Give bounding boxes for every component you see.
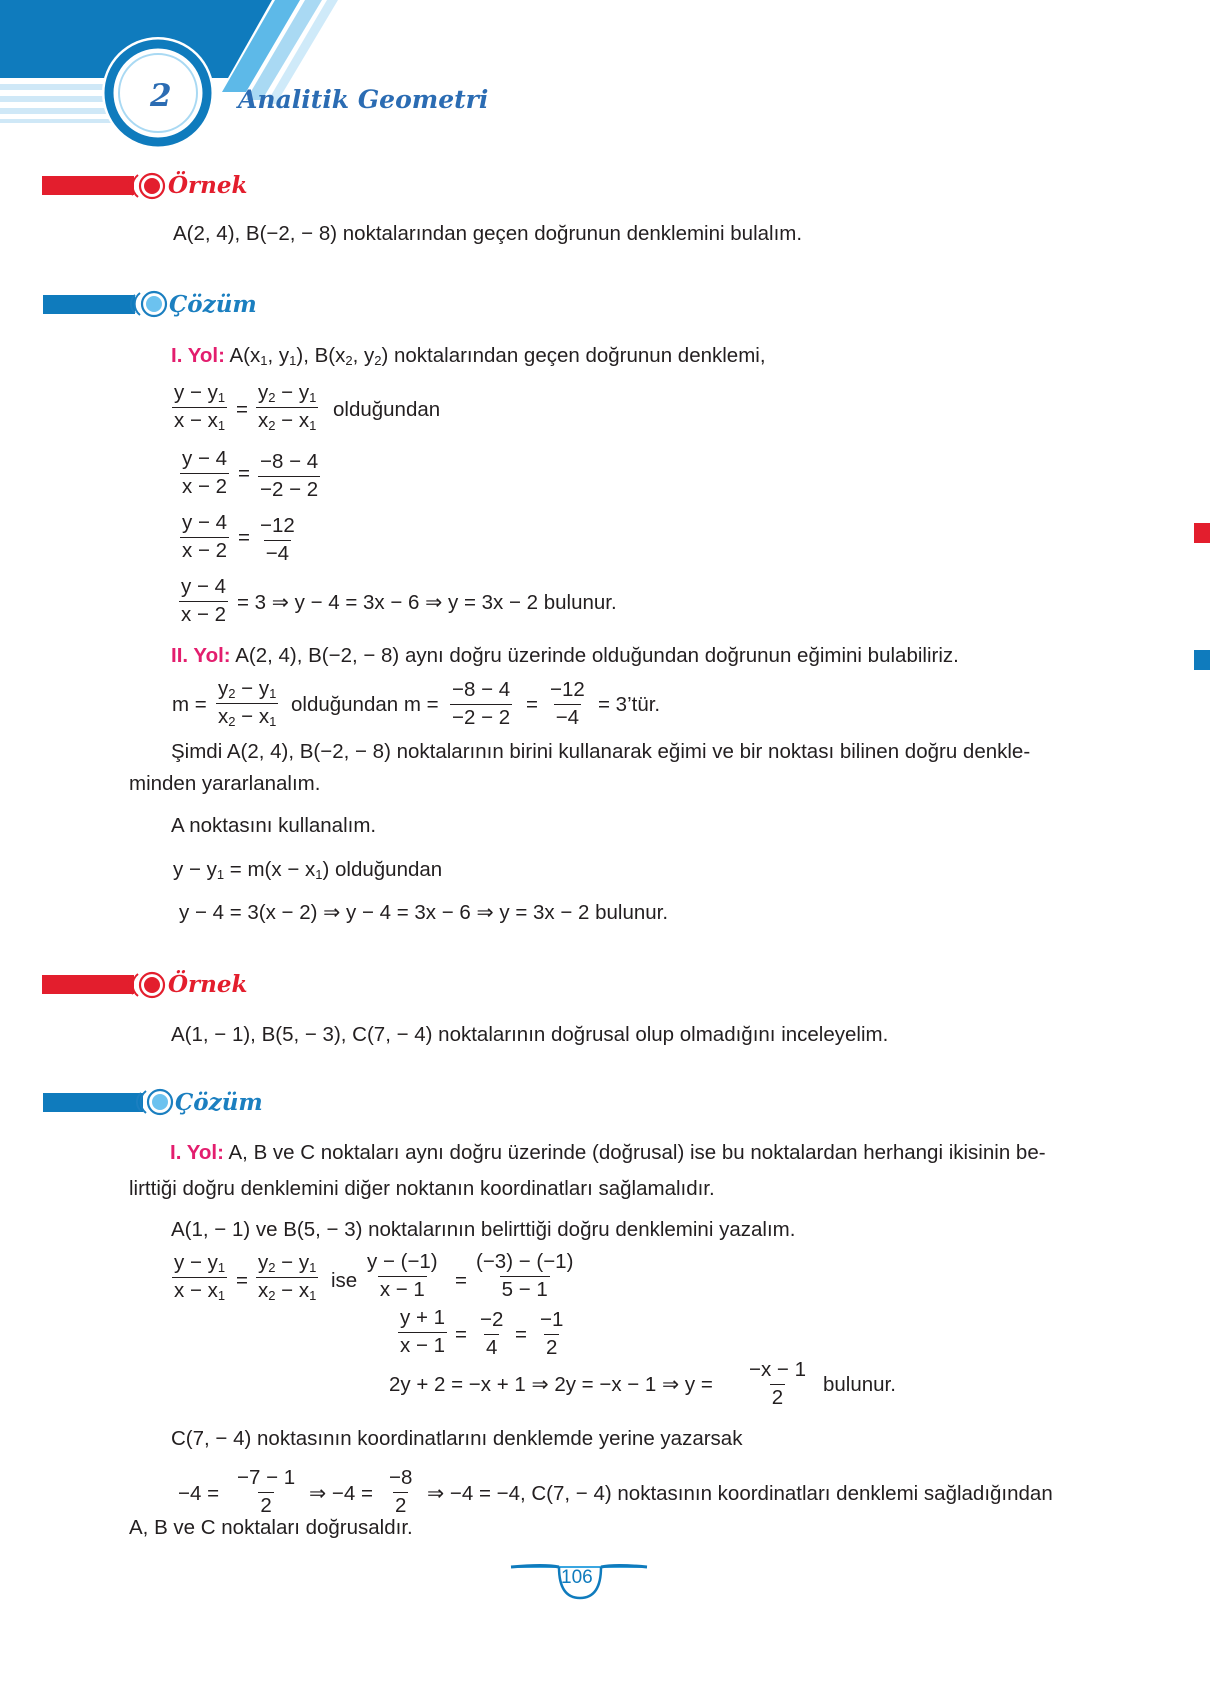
den: −4 (555, 705, 580, 729)
text: , y (352, 344, 375, 367)
step2-lhs (180, 513, 229, 561)
paragraph-line: C(7, − 4) noktasının koordinatlarını denklemde yerine yazarsak (171, 1427, 743, 1450)
solution-bar (43, 295, 135, 314)
den: − x (275, 1279, 310, 1302)
subscript: 2 (228, 714, 236, 729)
equals: = (238, 462, 250, 485)
num: −12 (550, 678, 585, 701)
yol1-line (171, 346, 766, 367)
example-problem: A(1, − 1), B(5, − 3), C(7, − 4) noktalarının doğrusal olup olmadığını inceleyelim. (171, 1023, 889, 1046)
den: x (258, 409, 269, 432)
text: = m(x − x (224, 858, 316, 881)
subscript: 1 (217, 1260, 226, 1275)
den: x (258, 1279, 269, 1302)
den: 2 (394, 1493, 407, 1517)
equals: = (455, 1269, 467, 1292)
text: A, B ve C noktaları aynı doğru üzerinde (doğrusal) ise bu noktalardan herhangi ikisinin be- (228, 1141, 1046, 1164)
sub-fraction (538, 1310, 565, 1358)
example-label: Örnek (168, 971, 248, 998)
den: 5 − 1 (501, 1277, 548, 1301)
slope-value-2 (548, 680, 587, 728)
den: − x (275, 409, 310, 432)
target-icon (136, 1088, 174, 1116)
num: − y (275, 381, 310, 404)
num: y − 4 (182, 447, 228, 470)
slope-value-1 (450, 680, 512, 728)
num: −8 − 4 (452, 678, 511, 701)
solution-bar (43, 1093, 143, 1112)
num: −12 (260, 514, 295, 537)
yol2-label: II. Yol: (171, 644, 231, 667)
subscript: 1 (217, 418, 226, 433)
den: x − 1 (400, 1333, 446, 1357)
equals: = (238, 526, 250, 549)
num: y − 4 (181, 575, 227, 598)
sub-fraction (387, 1468, 414, 1516)
yol1-line (170, 1143, 1046, 1164)
chapter-number: 2 (150, 78, 172, 114)
den: −2 − 2 (452, 705, 511, 729)
solution-label: Çözüm (169, 291, 257, 318)
paragraph-line: Şimdi A(2, 4), B(−2, − 8) noktalarının birini kullanarak eğimi ve bir noktası bilinen doğru denkle- (171, 740, 1031, 763)
solution-label: Çözüm (175, 1089, 263, 1116)
yol1-label: I. Yol: (171, 344, 225, 367)
equals: = (526, 693, 538, 716)
use-point-a: A noktasını kullanalım. (171, 814, 377, 837)
text: ), B(x (296, 344, 346, 367)
subscript: 2 (345, 353, 353, 368)
num: − y (235, 677, 270, 700)
target-icon (128, 172, 166, 200)
num: −2 (480, 1308, 504, 1331)
num: y − y (174, 381, 218, 404)
subscript: 1 (315, 867, 323, 882)
num: y + 1 (400, 1306, 446, 1329)
conclusion: A, B ve C noktaları doğrusaldır. (129, 1516, 413, 1539)
check-mid: ⇒ −4 = (309, 1482, 373, 1505)
den: x − x (174, 409, 218, 432)
paragraph-line: minden yararlanalım. (129, 772, 321, 795)
den: x − 1 (379, 1277, 425, 1301)
line-equation: 2y + 2 = −x + 1 ⇒ 2y = −x − 1 ⇒ y = (389, 1373, 713, 1396)
side-marker-blue (1194, 650, 1210, 670)
num: y − (−1) (367, 1250, 438, 1273)
num: −7 − 1 (237, 1466, 296, 1489)
formula-lhs (172, 383, 227, 432)
den: x − 2 (182, 474, 228, 498)
den: −4 (265, 541, 290, 565)
equals: = (515, 1323, 527, 1346)
step3-result: = 3 ⇒ y − 4 = 3x − 6 ⇒ y = 3x − 2 bulunur. (237, 591, 617, 614)
step1-rhs (258, 452, 320, 500)
target-icon (128, 971, 166, 999)
equals: = (236, 1269, 248, 1292)
m-mid: olduğundan m = (291, 693, 439, 716)
subscript: 1 (269, 714, 277, 729)
num: y (218, 677, 229, 700)
sub-fraction (398, 1308, 447, 1356)
paragraph-line: lirttiği doğru denklemini diğer noktanın koordinatları sağlamalıdır. (129, 1177, 715, 1200)
num: −8 − 4 (260, 450, 319, 473)
oldugundan-text: olduğundan (333, 398, 441, 421)
den: x − x (174, 1279, 218, 1302)
target-icon (130, 290, 168, 318)
example-bar (42, 975, 134, 994)
subscript: 1 (309, 390, 317, 405)
check-result: ⇒ −4 = −4, C(7, − 4) noktasının koordinatları denklemi sağladığından (427, 1482, 1053, 1505)
text: , y (267, 344, 290, 367)
solution1-result: y − 4 = 3(x − 2) ⇒ y − 4 = 3x − 6 ⇒ y = 3x − 2 bulunur. (179, 901, 669, 924)
text: A(2, 4), B(−2, − 8) aynı doğru üzerinde olduğundan doğrunun eğimini bulabiliriz. (235, 644, 959, 667)
num: y − 4 (182, 511, 228, 534)
subscript: 2 (268, 418, 276, 433)
text: ) noktalarından geçen doğrunun denklemi, (381, 344, 766, 367)
side-marker-red (1194, 523, 1210, 543)
subscript: 1 (309, 418, 317, 433)
formula-lhs (172, 1253, 227, 1302)
subscript: 1 (289, 353, 297, 368)
header-decoration (0, 0, 440, 160)
num: −x − 1 (749, 1358, 806, 1381)
example-label: Örnek (168, 172, 248, 199)
den: −2 − 2 (260, 477, 319, 501)
step2-rhs (258, 516, 297, 564)
m-eq: m = (172, 693, 207, 716)
num: y − y (174, 1251, 218, 1274)
slope-formula (216, 679, 278, 728)
sub-fraction (747, 1360, 808, 1408)
text: A(x (229, 344, 261, 367)
paragraph-line: A(1, − 1) ve B(5, − 3) noktalarının belirttiği doğru denklemini yazalım. (171, 1218, 796, 1241)
subscript: 1 (217, 390, 226, 405)
den: x − 2 (181, 602, 227, 626)
den: x − 2 (182, 538, 228, 562)
equals: = (236, 398, 248, 421)
check-lhs: −4 = (178, 1482, 220, 1505)
subscript: 2 (268, 1288, 276, 1303)
subscript: 1 (309, 1288, 317, 1303)
sub-fraction (474, 1252, 575, 1300)
subscript: 2 (268, 390, 276, 405)
num: (−3) − (−1) (476, 1250, 574, 1273)
text: y − y (173, 858, 217, 881)
den: − x (235, 705, 270, 728)
example-bar (42, 176, 134, 195)
example-problem: A(2, 4), B(−2, − 8) noktalarından geçen doğrunun denklemini bulalım. (173, 222, 803, 245)
chapter-title: Analitik Geometri (238, 85, 489, 114)
equals: = (455, 1323, 467, 1346)
den: x (218, 705, 229, 728)
num: − y (275, 1251, 310, 1274)
m-end: = 3’tür. (598, 693, 661, 716)
subscript: 2 (268, 1260, 276, 1275)
sub-fraction (365, 1252, 440, 1300)
page-number: 106 (561, 1567, 593, 1588)
subscript: 1 (309, 1260, 317, 1275)
num: y (258, 1251, 269, 1274)
ise-text: ise (331, 1269, 358, 1292)
subscript: 2 (374, 353, 382, 368)
subscript: 1 (216, 867, 225, 882)
formula-rhs (256, 383, 318, 432)
bulunur-text: bulunur. (823, 1373, 896, 1396)
sub-fraction (235, 1468, 297, 1516)
den: 4 (485, 1335, 498, 1359)
num: −1 (540, 1308, 564, 1331)
num: −8 (389, 1466, 413, 1489)
den: 2 (771, 1385, 784, 1409)
step1-lhs (180, 449, 229, 497)
den: 2 (260, 1493, 272, 1517)
den: 2 (545, 1335, 558, 1359)
subscript: 1 (217, 1288, 226, 1303)
subscript: 1 (260, 353, 268, 368)
yol1-label: I. Yol: (170, 1141, 224, 1164)
step3-lhs (179, 577, 228, 625)
num: y (258, 381, 269, 404)
subscript: 1 (269, 686, 277, 701)
point-slope-formula (173, 860, 442, 881)
formula-rhs (256, 1253, 318, 1302)
yol2-line (171, 646, 959, 667)
sub-fraction (478, 1310, 505, 1358)
text: ) olduğundan (322, 858, 443, 881)
subscript: 2 (228, 686, 236, 701)
